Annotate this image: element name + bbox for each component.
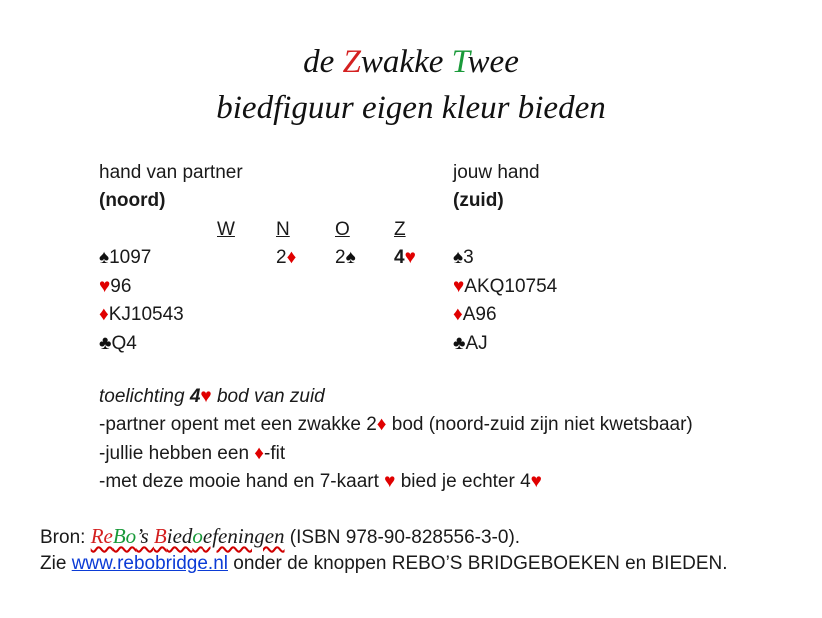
heart-icon: ♥ [404,247,416,268]
your-hearts: AKQ10754 [464,276,558,297]
your-hand-label: jouw hand [453,162,540,183]
explanation-heading: toelichting 4♥ bod van zuid [99,386,325,407]
diamond-icon: ♦ [453,304,463,325]
diamond-icon: ♦ [376,414,387,435]
explanation-line-1: -partner opent met een zwakke 2♦ bod (noord-zuid zijn niet kwetsbaar) [99,414,693,435]
page-title-line-1 [0,44,822,81]
diamond-icon: ♦ [286,247,297,268]
title-part: wee [467,44,519,80]
bid-east: 2♠ [335,247,356,268]
bid-header-o: O [335,219,350,240]
spade-icon: ♠ [453,247,464,268]
title-part: de [303,44,343,80]
bid-header-z: Z [394,219,406,240]
spade-icon: ♠ [99,247,110,268]
diamond-icon: ♦ [99,304,109,325]
spade-icon: ♠ [345,247,356,268]
book-title: ReBo’s Biedoefeningen [90,524,285,548]
diamond-icon: ♦ [254,443,264,464]
bid-header-n: N [276,219,290,240]
club-icon: ♣ [99,333,112,354]
your-clubs-row [453,333,488,355]
your-clubs: AJ [465,333,488,354]
source-line: Bron: ReBo’s Biedoefeningen (ISBN 978-90-828556-3-0). [40,524,521,548]
heart-icon: ♥ [99,276,111,297]
website-link[interactable]: www.rebobridge.nl [71,553,228,574]
your-diamonds: A96 [462,304,497,325]
your-hearts-row [453,276,557,298]
explanation-line-3: -met deze mooie hand en 7-kaart ♥ bied je echter 4♥ [99,471,542,492]
heart-icon: ♥ [453,276,465,297]
partner-clubs: Q4 [111,333,137,354]
partner-diamonds: KJ10543 [108,304,184,325]
partner-spades: 1097 [109,247,152,268]
title-letter-t: T [451,44,468,80]
heart-icon: ♥ [200,386,212,407]
website-line: Zie www.rebobridge.nl onder de knoppen REBO’S BRIDGEBOEKEN en BIEDEN. [40,553,728,574]
page-title-line-2: biedfiguur eigen kleur bieden [216,90,606,126]
title-letter-z: Z [342,44,361,80]
bid-header-w: W [217,219,235,240]
explanation-line-2: -jullie hebben een ♦-fit [99,443,286,464]
your-diamonds-row [453,304,497,326]
your-spades: 3 [463,247,474,268]
partner-hand-label: hand van partner [99,162,243,183]
partner-diamonds-row [99,304,184,326]
title-part: wakke [360,44,452,80]
partner-clubs-row [99,333,137,355]
your-spades-row [453,247,474,269]
heart-icon: ♥ [530,471,542,492]
club-icon: ♣ [453,333,466,354]
partner-hearts-row [99,276,131,298]
bid-north: 2♦ [276,247,297,268]
bid-south: 4♥ [394,247,416,268]
partner-spades-row [99,247,151,269]
your-seat-label: (zuid) [453,190,504,211]
heart-icon: ♥ [384,471,396,492]
partner-hearts: 96 [110,276,132,297]
partner-seat-label: (noord) [99,190,166,211]
